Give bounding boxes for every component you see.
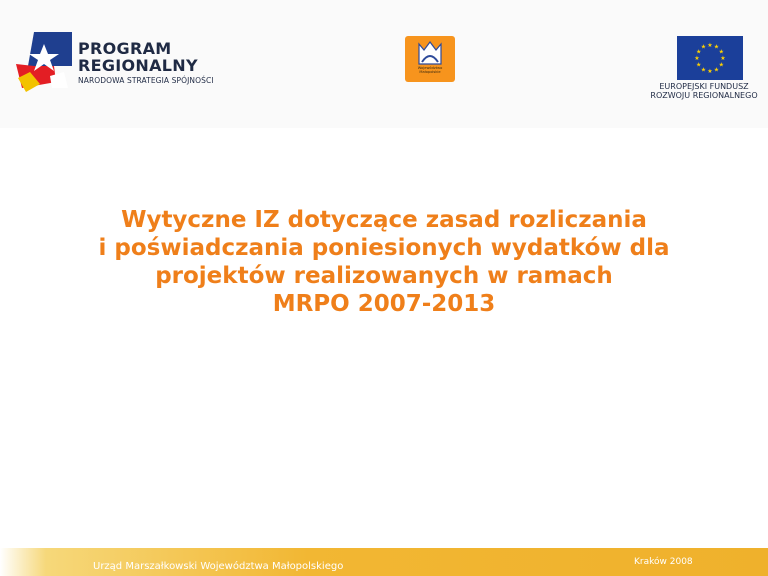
eu-star-icon: ★ — [696, 48, 702, 56]
eu-star-icon: ★ — [718, 61, 724, 69]
program-logo-line3: NARODOWA STRATEGIA SPÓJNOŚCI — [78, 76, 214, 85]
malopolska-crown-icon — [405, 36, 455, 82]
program-regionalny-logo — [14, 26, 264, 96]
eu-star-icon: ★ — [707, 42, 713, 49]
eu-star-icon: ★ — [718, 48, 724, 56]
eu-stars-icon — [677, 36, 743, 80]
malopolska-logo-caption: Województwo Małopolskie — [417, 66, 443, 74]
eu-star-icon: ★ — [700, 43, 707, 51]
malopolska-logo — [405, 36, 455, 82]
eu-star-icon: ★ — [713, 66, 720, 74]
title-line-3: projektów realizowanych w ramach — [155, 263, 613, 289]
slide-footer — [0, 548, 768, 576]
eu-star-icon: ★ — [707, 68, 713, 75]
program-logo-line2: REGIONALNY — [78, 56, 198, 75]
slide-title — [0, 206, 768, 318]
eu-star-icon: ★ — [713, 43, 720, 51]
program-logo-text — [78, 40, 214, 85]
poland-flag-star-icon — [14, 26, 74, 96]
eu-flag-icon — [677, 36, 743, 80]
eu-fund-line1: EUROPEJSKI FUNDUSZ — [659, 82, 749, 91]
eu-star-icon: ★ — [696, 61, 702, 69]
title-line-1: Wytyczne IZ dotyczące zasad rozliczania — [121, 207, 647, 233]
eu-star-icon: ★ — [720, 55, 726, 62]
eu-star-icon: ★ — [694, 55, 700, 62]
eu-fund-caption — [640, 82, 768, 100]
title-line-2: i poświadczania poniesionych wydatków dla — [98, 235, 670, 261]
eu-fund-line2: ROZWOJU REGIONALNEGO — [650, 91, 758, 100]
footer-place-year: Kraków 2008 — [634, 557, 693, 567]
eu-star-icon: ★ — [700, 66, 707, 74]
footer-institution: Urząd Marszałkowski Województwa Małopolskiego — [93, 561, 344, 572]
program-logo-line1: PROGRAM — [78, 39, 172, 58]
title-line-4: MRPO 2007-2013 — [272, 291, 496, 317]
slide-header — [0, 0, 768, 128]
